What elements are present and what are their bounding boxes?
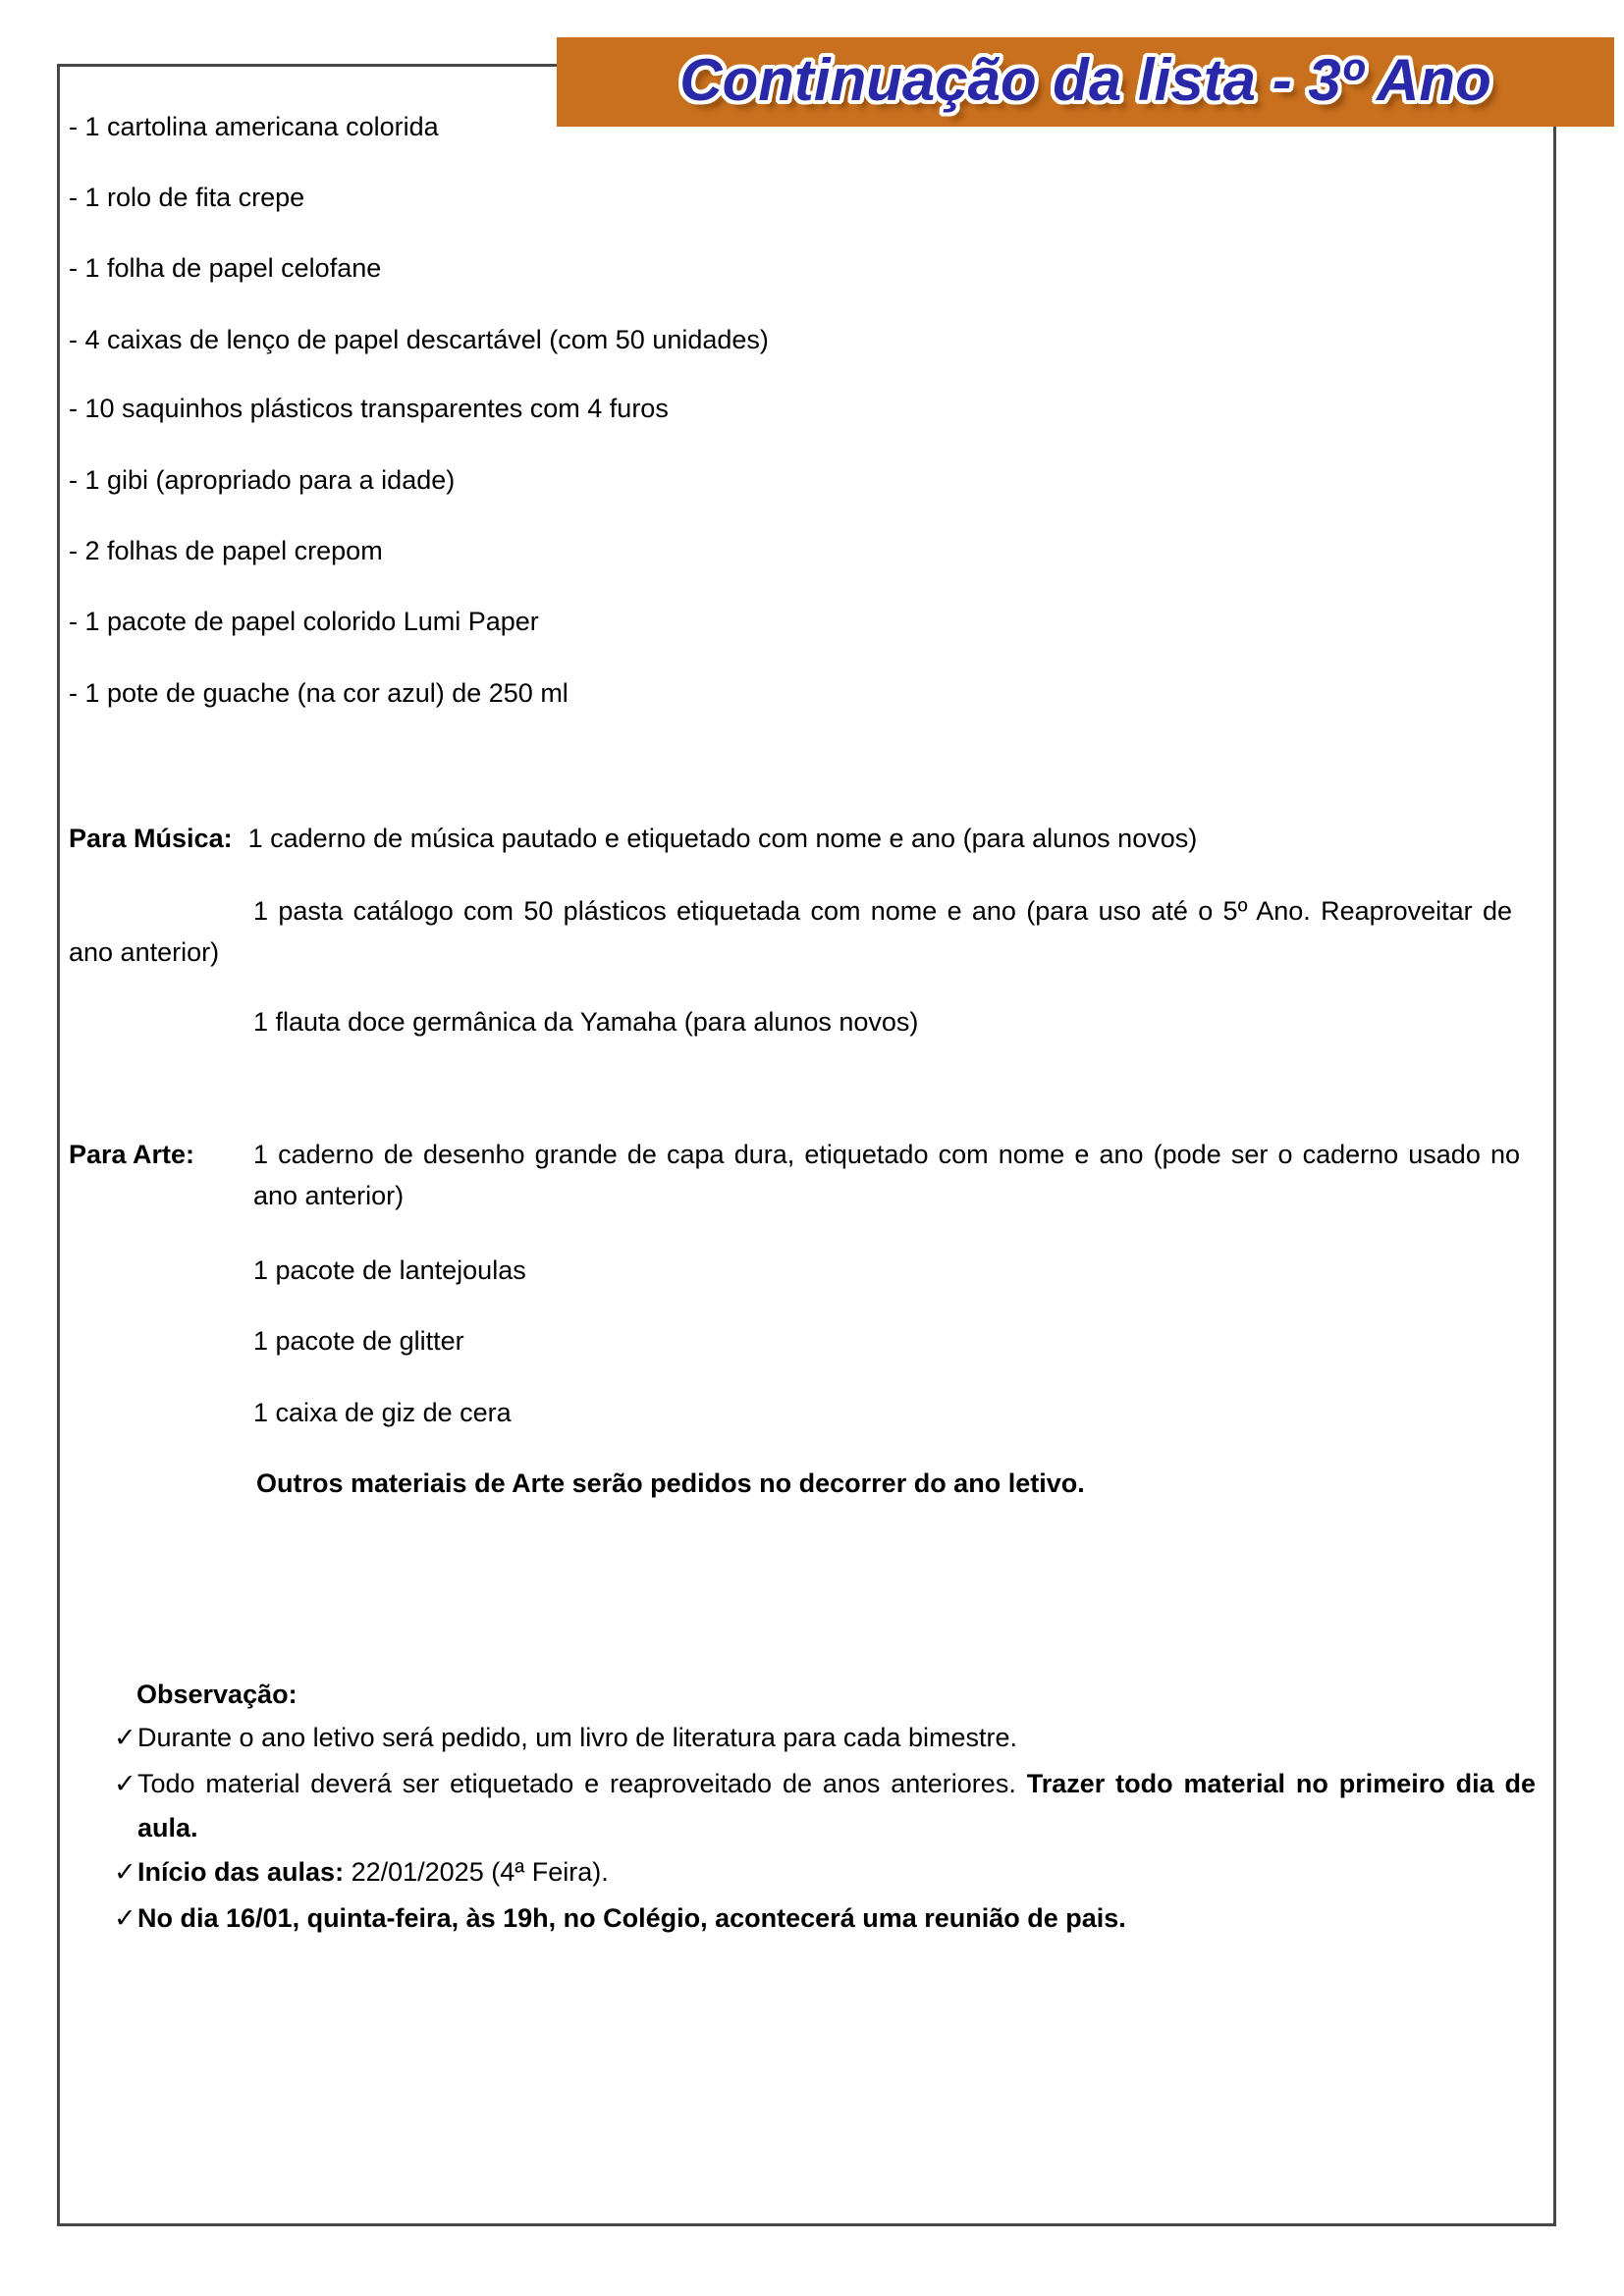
- supply-list-item: - 1 pote de guache (na cor azul) de 250 ml: [69, 678, 568, 708]
- observacao-note-text: Durante o ano letivo será pedido, um livro de literatura para cada bimestre.: [137, 1723, 1017, 1752]
- observacao-note: [114, 1762, 1536, 1850]
- supply-list-item: - 10 saquinhos plásticos transparentes com 4 furos: [69, 394, 669, 423]
- page-title: Continuação da lista - 3º Ano: [679, 47, 1491, 113]
- supply-list-item: - 1 gibi (apropriado para a idade): [69, 465, 456, 495]
- supply-list-item: - 1 rolo de fita crepe: [69, 183, 305, 212]
- observacao-note: [114, 1896, 1536, 1941]
- observacao-note-text-bold: No dia 16/01, quinta-feira, às 19h, no Colégio, acontecerá uma reunião de pais.: [137, 1903, 1126, 1933]
- art-item: 1 caixa de giz de cera: [253, 1398, 512, 1427]
- supply-list-item: - 1 folha de papel celofane: [69, 253, 382, 283]
- observacao-note-text-bold: Início das aulas:: [137, 1857, 345, 1887]
- supply-list-item: - 1 cartolina americana colorida: [69, 112, 439, 141]
- music-section-label: Para Música:: [69, 824, 233, 853]
- check-icon: ✓: [114, 1769, 136, 1798]
- art-section-label: Para Arte:: [69, 1140, 195, 1169]
- art-item: 1 caderno de desenho grande de capa dura, etiquetado com nome e ano (pode ser o caderno usado no ano anterior): [253, 1140, 1520, 1210]
- observacao-note-text: 22/01/2025 (4ª Feira).: [344, 1857, 609, 1887]
- music-item: 1 pasta catálogo com 50 plásticos etiquetada com nome e ano (para uso até o 5º Ano. Reaproveitar de ano anterior): [69, 896, 1512, 967]
- music-section-line: [69, 818, 1532, 859]
- check-icon: ✓: [114, 1723, 136, 1752]
- art-section-line: [69, 1134, 1532, 1216]
- music-item: 1 flauta doce germânica da Yamaha (para alunos novos): [253, 1007, 919, 1037]
- art-note: Outros materiais de Arte serão pedidos no decorrer do ano letivo.: [256, 1468, 1085, 1498]
- check-icon: ✓: [114, 1857, 136, 1887]
- header-banner: [557, 37, 1614, 127]
- music-item: 1 caderno de música pautado e etiquetado com nome e ano (para alunos novos): [247, 824, 1198, 853]
- check-icon: ✓: [114, 1903, 136, 1933]
- page-border-box: [57, 64, 1556, 2226]
- art-item: 1 pacote de glitter: [253, 1326, 464, 1356]
- supply-list-item: - 4 caixas de lenço de papel descartável (com 50 unidades): [69, 325, 769, 354]
- observacao-title: Observação:: [136, 1680, 298, 1709]
- supply-list-item: - 2 folhas de papel crepom: [69, 536, 383, 565]
- art-item: 1 pacote de lantejoulas: [253, 1255, 526, 1285]
- observacao-note: [114, 1850, 1536, 1895]
- observacao-note-text-bold: Trazer todo material no primeiro dia de aula.: [137, 1769, 1536, 1842]
- observacao-note: [114, 1716, 1536, 1760]
- observacao-note-text: Todo material deverá ser etiquetado e reaproveitado de anos anteriores.: [137, 1769, 1027, 1798]
- supply-list-item: - 1 pacote de papel colorido Lumi Paper: [69, 607, 539, 636]
